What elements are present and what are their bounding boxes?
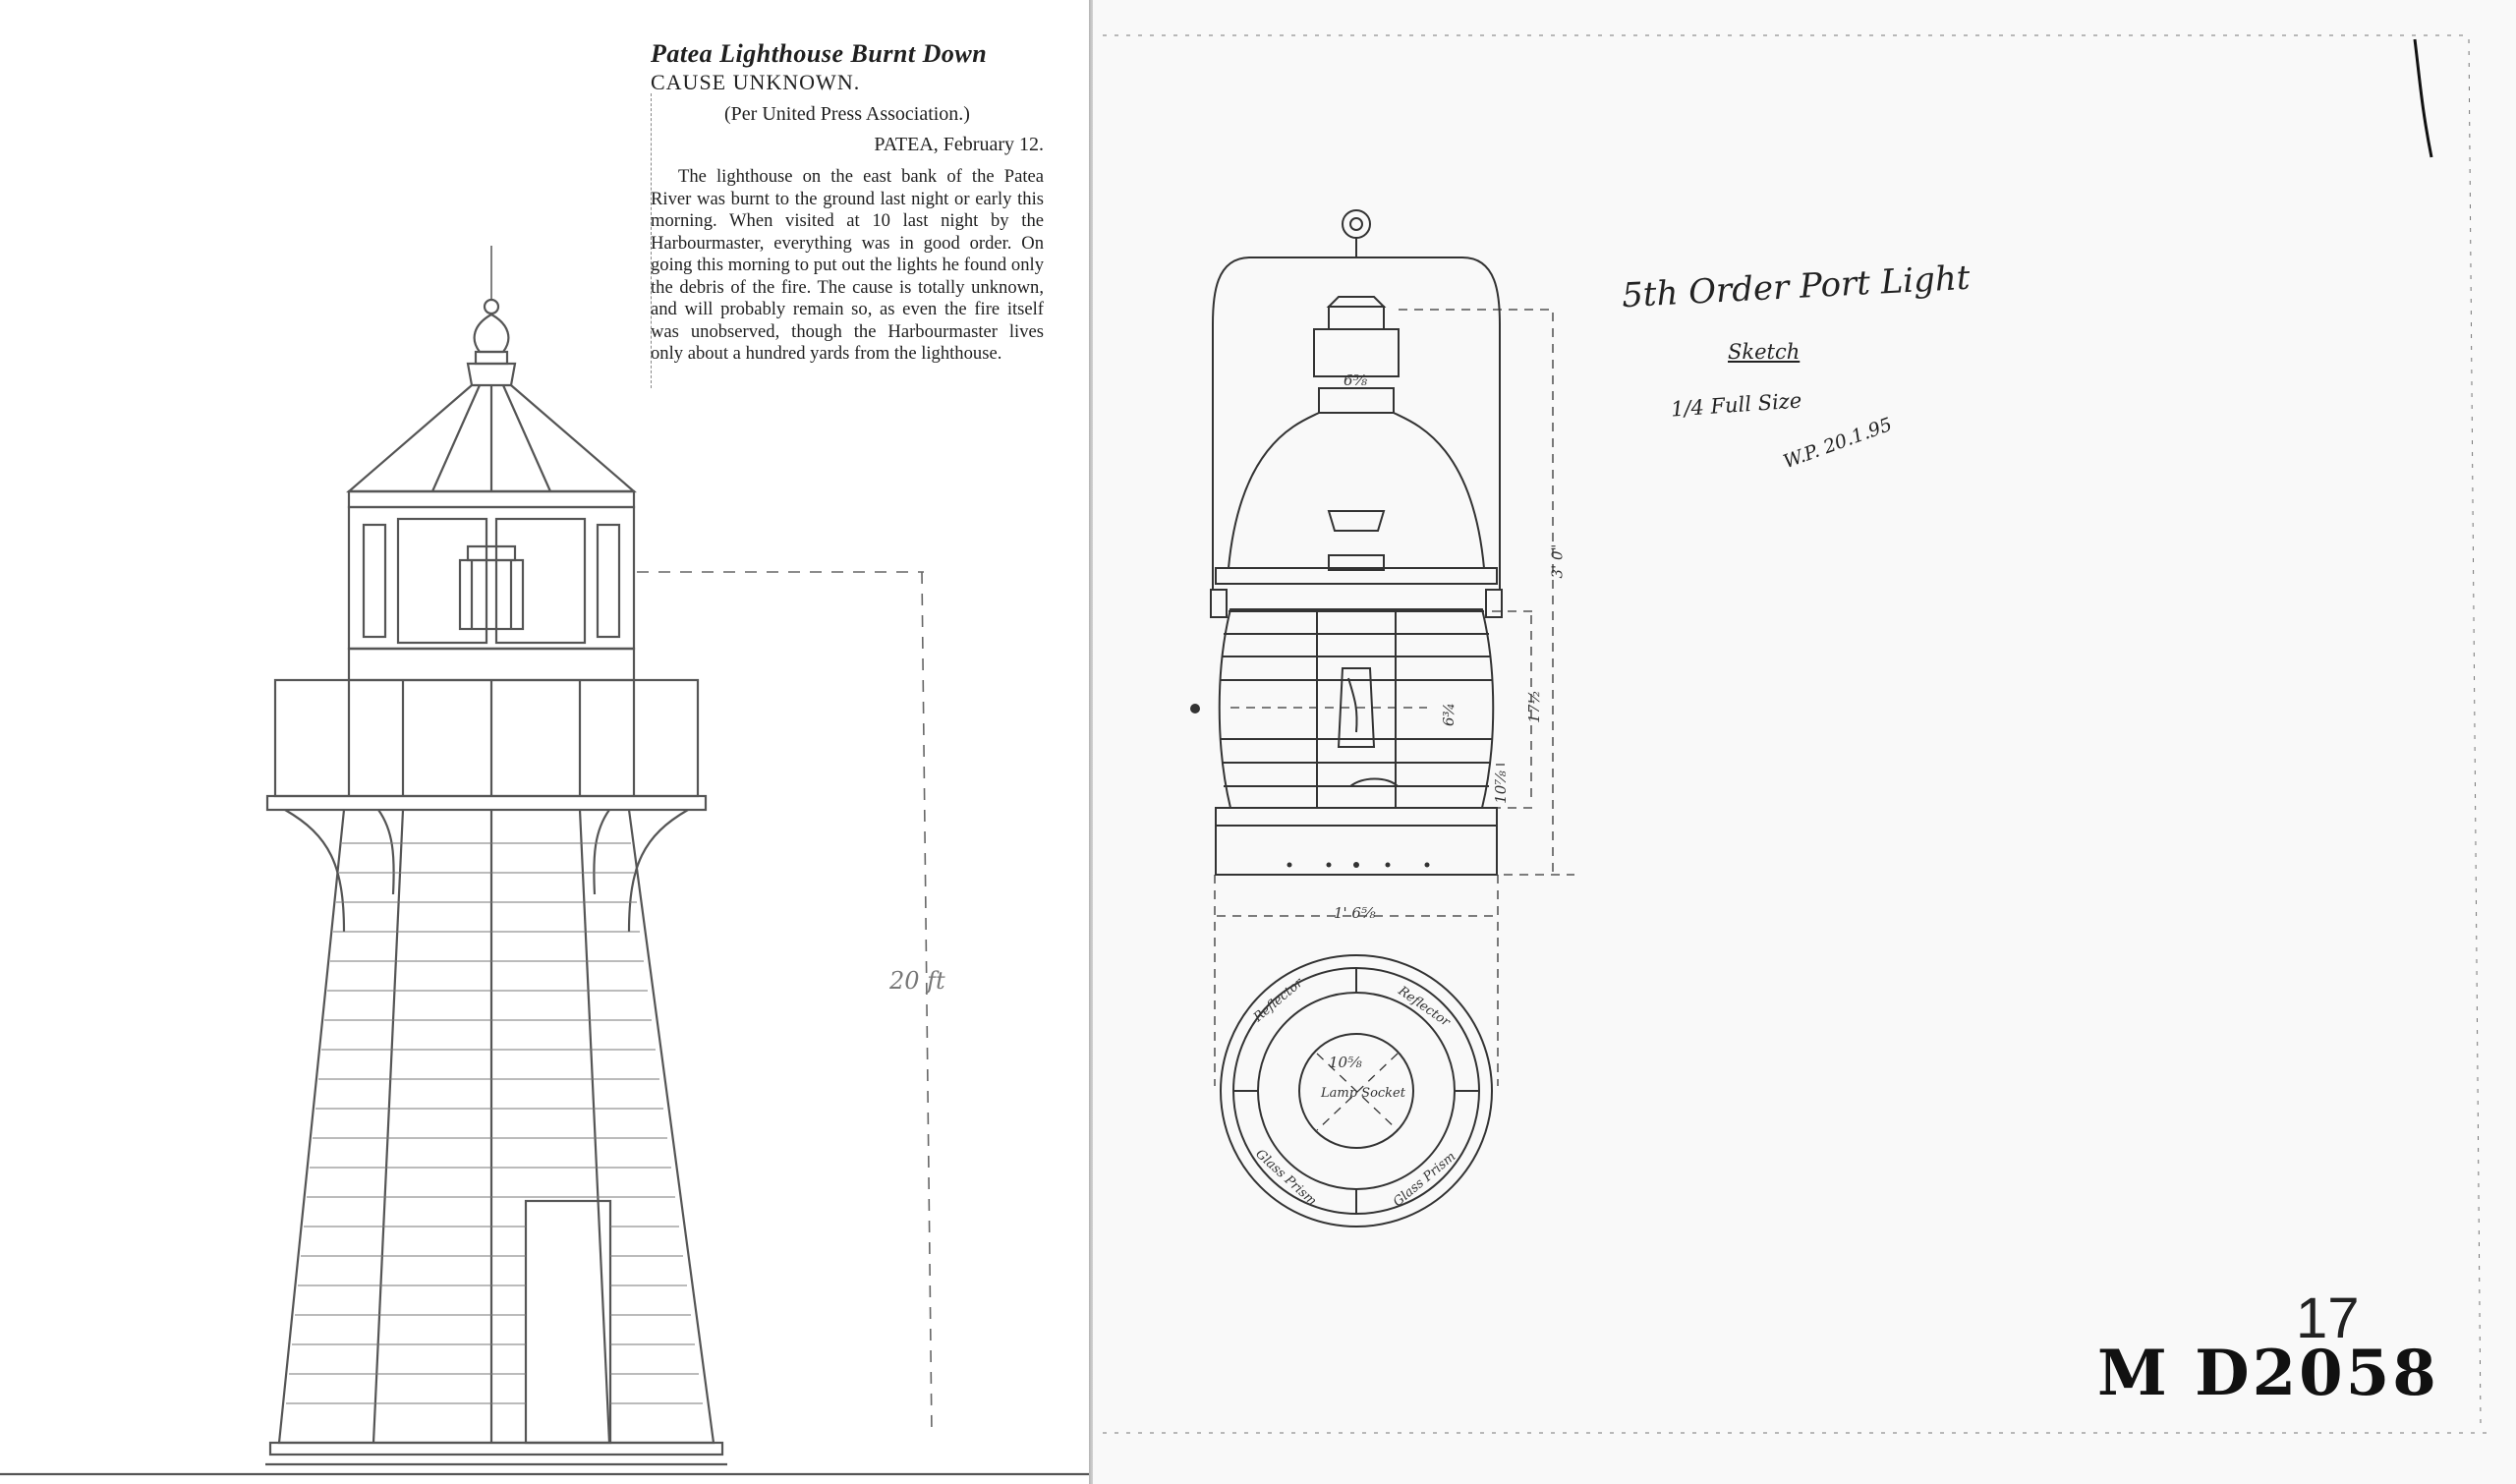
clipping-subhead: CAUSE UNKNOWN.: [651, 70, 861, 94]
drawing-subtitle: Sketch: [1728, 340, 1801, 364]
ring-label-bottom-left: Glass Prism: [1252, 1146, 1320, 1210]
ring-label-bottom-right: Glass Prism: [1390, 1149, 1459, 1211]
height-dimension-label: 20 ft: [889, 967, 945, 995]
dim-width: 1' 6⅝: [1334, 904, 1376, 922]
port-light-drawing: [1093, 0, 2516, 1484]
clipping-body: The lighthouse on the east bank of the Patea River was burnt to the ground last night or early this morning. When visited at 10 last night by the Harbourmaster, everything was in good order. On going this morning to put out the lights he found only the debris of the fire. The cause is totally unknown, and will probably remain so, as even the fire itself was unobserved, though the Harbourmaster lives only about a hundred yards from the lighthouse.: [651, 166, 1044, 364]
dim-socket: 10⅝: [1329, 1054, 1362, 1071]
drawing-initials: W.P. 20.1.95: [1780, 413, 1896, 474]
drawing-title: 5th Order Port Light: [1621, 257, 1972, 316]
dim-burner: 6¾: [1440, 702, 1458, 727]
dim-base: 10⅞: [1491, 771, 1510, 804]
ring-label-top-left: Reflector: [1250, 975, 1306, 1026]
archive-reference: M D2058: [2097, 1337, 2439, 1410]
ring-label-top-right: Reflector: [1395, 983, 1453, 1030]
clipping-dateline: PATEA, February 12.: [874, 134, 1044, 155]
dim-chimney: 6⅝: [1344, 371, 1368, 389]
clipping-credit: (Per United Press Association.): [724, 103, 970, 125]
dim-overall-height: 3' 0": [1548, 543, 1567, 579]
drawing-scale: 1/4 Full Size: [1670, 388, 1802, 422]
dim-lens: 17½: [1524, 690, 1543, 723]
sheet-number: 17: [2296, 1286, 2360, 1350]
newspaper-clipping: [651, 39, 1044, 366]
left-page: [0, 0, 1091, 1484]
lamp-socket-label: Lamp Socket: [1321, 1086, 1405, 1101]
right-page: [1093, 0, 2516, 1484]
clipping-headline: Patea Lighthouse Burnt Down: [651, 39, 988, 68]
